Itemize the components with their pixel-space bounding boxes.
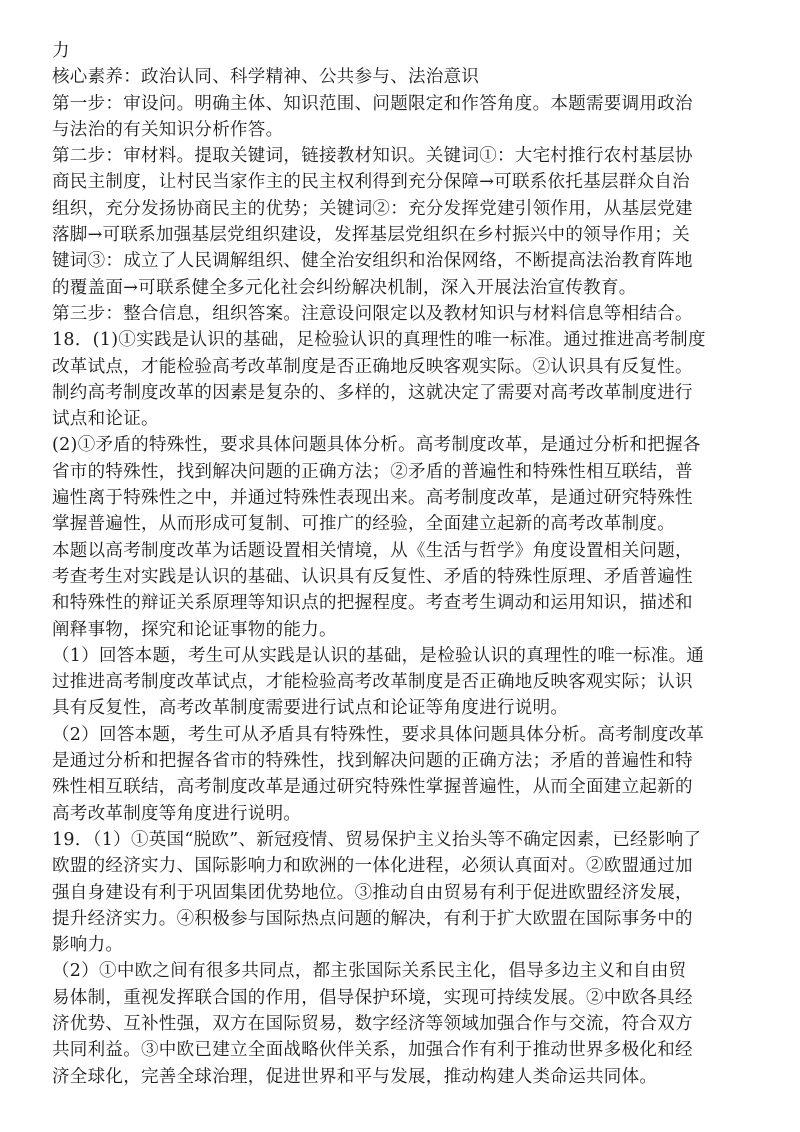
text-line: （2）①中欧之间有很多共同点，都主张国际关系民主化，倡导多边主义和自由贸 — [52, 961, 687, 982]
text-line: 试点和论证。 — [52, 409, 159, 430]
text-line: 遍性离于特殊性之中，并通过特殊性表现出来。高考制度改革，是通过研究特殊性 — [52, 488, 693, 509]
text-line: 力 — [52, 41, 70, 61]
text-line: 易体制，重视发挥联合国的作用，倡导保护环境，实现可持续发展。②中欧各具经 — [52, 987, 693, 1008]
text-line: 提升经济实力。④积极参与国际热点问题的解决，有利于扩大欧盟在国际事务中的 — [52, 908, 693, 929]
text-line: 改革试点，才能检验高考改革制度是否正确地反映客观实际。②认识具有反复性。 — [52, 356, 693, 377]
text-line: （2）回答本题，考生可从矛盾具有特殊性，要求具体问题具体分析。高考制度改革 — [52, 724, 705, 745]
text-line: 19．（1）①英国“脱欧”、新冠疫情、贸易保护主义抬头等不确定因素，已经影响了 — [52, 829, 702, 850]
text-line: (2)①矛盾的特殊性，要求具体问题具体分析。高考制度改革，是通过分析和把握各 — [52, 435, 701, 456]
text-line: 阐释事物，探究和论证事物的能力。 — [52, 619, 337, 640]
text-line: 是通过分析和把握各省市的特殊性，找到解决问题的正确方法；矛盾的普遍性和特 — [52, 751, 693, 772]
text-line: 第三步：整合信息，组织答案。注意设问限定以及教材知识与材料信息等相结合。 — [52, 303, 693, 324]
text-line: 本题以高考制度改革为话题设置相关情境，从《生活与哲学》角度设置相关问题， — [52, 540, 693, 561]
text-line: 第一步：审设问。明确主体、知识范围、问题限定和作答角度。本题需要调用政治 — [52, 93, 693, 114]
text-line: 济优势、互补性强，双方在国际贸易，数字经济等领域加强合作与交流，符合双方 — [52, 1013, 693, 1034]
text-line: 具有反复性，高考改革制度需要进行试点和论证等角度进行说明。 — [52, 698, 569, 719]
text-line: 高考改革制度等角度进行说明。 — [52, 803, 302, 824]
text-line: 考查考生对实践是认识的基础、认识具有反复性、矛盾的特殊性原理、矛盾普遍性 — [52, 566, 693, 587]
text-line: 落脚→可联系加强基层党组织建设，发挥基层党组织在乡村振兴中的领导作用；关 — [52, 225, 690, 246]
text-line: 与法治的有关知识分析作答。 — [52, 119, 284, 140]
text-line: 18．(1)①实践是认识的基础，足检验认识的真理性的唯一标准。通过推进高考制度 — [52, 330, 706, 351]
text-line: 制约高考制度改革的因素是复杂的、多样的，这就决定了需要对高考改革制度进行 — [52, 382, 693, 403]
text-line: 商民主制度，让村民当家作主的民主权利得到充分保障→可联系依托基层群众自治 — [52, 172, 690, 193]
text-line: 济全球化，完善全球治理，促进世界和平与发展，推动构建人类命运共同体。 — [52, 1066, 658, 1087]
text-line: 欧盟的经济实力、国际影响力和欧洲的一体化进程，必须认真面对。②欧盟通过加 — [52, 856, 693, 877]
text-line: 和特殊性的辩证关系原理等知识点的把握程度。考查考生调动和运用知识，描述和 — [52, 593, 693, 614]
text-line: 影响力。 — [52, 935, 124, 956]
text-line: 核心素养：政治认同、科学精神、公共参与、法治意识 — [52, 67, 480, 88]
text-line: 第二步：审材料。提取关键词，链接教材知识。关键词①：大宅村推行农村基层协 — [52, 146, 693, 167]
document-body — [52, 38, 764, 1090]
text-line: 组织，充分发扬协商民主的优势；关键词②：充分发挥党建引领作用，从基层党建 — [52, 198, 693, 219]
text-line: 省市的特殊性，找到解决问题的正确方法；②矛盾的普遍性和特殊性相互联结，普 — [52, 461, 693, 482]
text-line: 的覆盖面→可联系健全多元化社会纠纷解决机制，深入开展法治宣传教育。 — [52, 277, 637, 298]
text-line: （1）回答本题，考生可从实践是认识的基础，是检验认识的真理性的唯一标准。通 — [52, 645, 705, 666]
text-line: 强自身建设有利于巩固集团优势地位。③推动自由贸易有利于促进欧盟经济发展， — [52, 882, 693, 903]
text-line: 共同利益。③中欧已建立全面战略伙伴关系，加强合作有利于推动世界多极化和经 — [52, 1040, 693, 1061]
text-line: 掌握普遍性，从而形成可复制、可推广的经验，全面建立起新的高考改革制度。 — [52, 514, 675, 535]
text-line: 过推进高考制度改革试点，才能检验高考改革制度是否正确地反映客观实际；认识 — [52, 672, 693, 693]
text-line: 键词③：成立了人民调解组织、健全治安组织和治保网络，不断提高法治教育阵地 — [52, 251, 693, 272]
text-line: 殊性相互联结，高考制度改革是通过研究特殊性掌握普遍性，从而全面建立起新的 — [52, 777, 693, 798]
